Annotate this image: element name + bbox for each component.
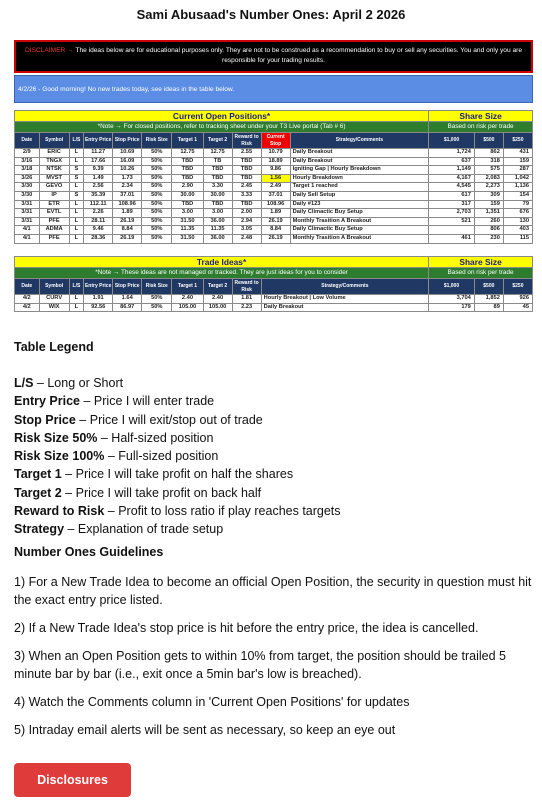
table-cell: 2.23 xyxy=(232,303,261,312)
table-cell: L xyxy=(69,303,84,312)
table-cell: 309 xyxy=(474,191,503,200)
table-cell: 3.00 xyxy=(172,209,203,218)
table-cell: TBD xyxy=(232,157,261,166)
table-cell: 575 xyxy=(474,166,503,175)
column-header: $500 xyxy=(474,279,503,295)
guideline-item: 1) For a New Trade Idea to become an official Open Position, the security in question must hit the exact entry price listed. xyxy=(14,575,532,607)
table-cell: Monthly Trasition A Breakout xyxy=(290,234,429,243)
table-cell: Monthly Trasition A Breakout xyxy=(290,217,429,226)
table-cell: 10.69 xyxy=(113,149,142,158)
table-cell: 2.48 xyxy=(232,234,261,243)
table-cell: 1.91 xyxy=(84,295,113,304)
table-cell: 2.49 xyxy=(261,183,290,192)
table-cell: 17.66 xyxy=(84,157,113,166)
table-cell: TBD xyxy=(172,200,203,209)
table-cell: 50% xyxy=(142,149,172,158)
table-row xyxy=(15,303,533,312)
legend-list xyxy=(14,374,341,539)
table-cell: 2/9 xyxy=(15,149,40,158)
table-cell: 287 xyxy=(503,166,532,175)
table-cell: 617 xyxy=(429,191,475,200)
table-cell: 179 xyxy=(429,303,475,312)
open-positions-title: Current Open Positions* xyxy=(15,111,429,122)
table-cell: PFE xyxy=(39,234,69,243)
table-cell: 806 xyxy=(474,226,503,235)
table-cell: 461 xyxy=(429,234,475,243)
legend-item xyxy=(14,520,341,538)
column-header: Reward to Risk xyxy=(232,279,261,295)
table-cell: 260 xyxy=(474,217,503,226)
table-cell: 92.56 xyxy=(84,303,113,312)
guidelines-list xyxy=(14,573,536,749)
table-cell: Daily Climactic Buy Setup xyxy=(290,209,429,218)
legend-item xyxy=(14,374,341,392)
table-cell: Hourly Breakdown xyxy=(290,174,429,183)
column-header: $500 xyxy=(474,133,503,149)
column-header: Entry Price xyxy=(84,279,113,295)
table-row xyxy=(15,174,533,183)
table-cell: 2.40 xyxy=(203,295,232,304)
table-cell: 11.35 xyxy=(203,226,232,235)
table-cell: NTSK xyxy=(39,166,69,175)
table-cell: 11.35 xyxy=(172,226,203,235)
table-cell: 8.84 xyxy=(261,226,290,235)
table-cell: 86.97 xyxy=(113,303,142,312)
table-cell: 1.56 xyxy=(261,174,290,183)
legend-item xyxy=(14,429,341,447)
guideline-item: 3) When an Open Position gets to within 10% from target, the position should be trailed 5 minute bar by bar (i.e., exit once a 5min bar's low is breached). xyxy=(14,649,506,681)
table-cell: 130 xyxy=(503,217,532,226)
table-cell: 16.09 xyxy=(113,157,142,166)
table-cell: 3,704 xyxy=(429,295,475,304)
table-cell: 431 xyxy=(503,149,532,158)
table-cell: 2.34 xyxy=(113,183,142,192)
table-cell: 9.86 xyxy=(261,166,290,175)
legend-term: Entry Price xyxy=(14,394,81,409)
table-cell: 50% xyxy=(142,191,172,200)
table-cell: 105.00 xyxy=(172,303,203,312)
disclaimer-text: The ideas below are for educational purposes only. They are not to be construed as a recommendation to buy or sell any securities. You and only you are responsible for your trading results. xyxy=(75,47,523,64)
table-cell: 1.81 xyxy=(232,295,261,304)
table-cell: 50% xyxy=(142,174,172,183)
ideas-share-size-title: Share Size xyxy=(429,257,533,268)
column-header: Date xyxy=(15,133,40,149)
table-cell: 521 xyxy=(429,217,475,226)
guidelines-heading: Number Ones Guidelines xyxy=(14,545,164,559)
table-row xyxy=(15,157,533,166)
column-header: $250 xyxy=(503,133,532,149)
legend-desc: – Profit to loss ratio if play reaches targets xyxy=(104,504,341,519)
table-cell: CURV xyxy=(39,295,69,304)
table-cell: 50% xyxy=(142,226,172,235)
table-cell: 1,149 xyxy=(429,166,475,175)
table-cell: L xyxy=(69,295,84,304)
guideline-item: 4) Watch the Comments column in 'Current Open Positions' for updates xyxy=(14,695,410,709)
legend-term: Risk Size 100% xyxy=(14,449,105,464)
table-cell: 317 xyxy=(429,200,475,209)
table-cell: 11.27 xyxy=(84,149,113,158)
table-cell: 26.19 xyxy=(113,234,142,243)
table-cell: 3.33 xyxy=(232,191,261,200)
legend-desc: – Price I will enter trade xyxy=(80,394,215,409)
table-cell: Daily Breakout xyxy=(261,303,428,312)
table-row xyxy=(15,183,533,192)
table-cell: IP xyxy=(39,191,69,200)
column-header: Stop Price xyxy=(113,279,142,295)
table-cell: ADMA xyxy=(39,226,69,235)
column-header: Symbol xyxy=(39,133,69,149)
column-header: Current Stop xyxy=(261,133,290,149)
legend-term: Strategy xyxy=(14,522,65,537)
column-header: Risk Size xyxy=(142,133,172,149)
column-header: Stop Price xyxy=(113,133,142,149)
table-cell: 50% xyxy=(142,295,172,304)
table-cell: PFE xyxy=(39,217,69,226)
table-cell: 108.96 xyxy=(113,200,142,209)
table-cell: 8.84 xyxy=(113,226,142,235)
table-cell: 50% xyxy=(142,234,172,243)
page-title: Sami Abusaad's Number Ones: April 2 2026 xyxy=(136,7,406,22)
table-cell: L xyxy=(69,183,84,192)
table-cell: 3/16 xyxy=(15,157,40,166)
table-cell: 230 xyxy=(474,234,503,243)
table-cell xyxy=(429,226,475,235)
table-cell: 79 xyxy=(503,200,532,209)
table-cell: S xyxy=(69,174,84,183)
table-cell: 2,273 xyxy=(474,183,503,192)
column-header: Target 1 xyxy=(172,133,203,149)
legend-term: Reward to Risk xyxy=(14,504,105,519)
table-cell: 1.64 xyxy=(113,295,142,304)
table-cell: 3.30 xyxy=(203,183,232,192)
table-cell: 115 xyxy=(503,234,532,243)
table-cell: 3/30 xyxy=(15,183,40,192)
table-cell: TBD xyxy=(172,166,203,175)
open-positions-note: *Note → For closed positions, refer to tracking sheet under your T3 Live portal (Tab # 6) xyxy=(15,122,429,133)
table-cell: 1.89 xyxy=(261,209,290,218)
table-cell: 3.05 xyxy=(232,226,261,235)
column-header: $1,000 xyxy=(429,133,475,149)
table-cell: 2.55 xyxy=(232,149,261,158)
table-cell: Daily Sell Setup xyxy=(290,191,429,200)
table-cell: 2.56 xyxy=(84,183,113,192)
table-cell: 3/30 xyxy=(15,191,40,200)
column-header: L/S xyxy=(69,279,84,295)
table-cell: Daily Breakout xyxy=(290,157,429,166)
table-row xyxy=(15,200,533,209)
table-cell: Hourly Breakout | Low Volume xyxy=(261,295,428,304)
trade-ideas-table xyxy=(14,256,533,312)
legend-desc: – Price I will take profit on half the shares xyxy=(61,467,294,482)
legend-item xyxy=(14,447,341,465)
table-cell: 318 xyxy=(474,157,503,166)
table-cell: 45 xyxy=(503,303,532,312)
column-header: Target 2 xyxy=(203,133,232,149)
table-cell: 1,852 xyxy=(474,295,503,304)
table-cell: 403 xyxy=(503,226,532,235)
table-cell: 10.26 xyxy=(113,166,142,175)
table-cell: 3/31 xyxy=(15,217,40,226)
table-cell: 50% xyxy=(142,217,172,226)
table-cell: EVTL xyxy=(39,209,69,218)
table-cell: 50% xyxy=(142,157,172,166)
legend-term: Risk Size 50% xyxy=(14,430,98,445)
legend-desc: – Half-sized position xyxy=(97,430,214,445)
legend-item xyxy=(14,392,341,410)
table-cell: 50% xyxy=(142,166,172,175)
table-cell: 50% xyxy=(142,303,172,312)
trade-ideas-title: Trade Ideas* xyxy=(15,257,429,268)
table-cell: 10.79 xyxy=(261,149,290,158)
disclaimer-label: DISCLAIMER → xyxy=(24,47,74,54)
table-cell: 26.19 xyxy=(261,217,290,226)
table-cell: L xyxy=(69,226,84,235)
table-cell: TBD xyxy=(232,174,261,183)
table-cell: TBD xyxy=(203,174,232,183)
table-cell: 28.36 xyxy=(84,234,113,243)
column-header: L/S xyxy=(69,133,84,149)
table-cell: 3/31 xyxy=(15,209,40,218)
table-cell: 105.00 xyxy=(203,303,232,312)
table-cell: 1.49 xyxy=(84,174,113,183)
table-cell: 89 xyxy=(474,303,503,312)
legend-desc: – Explanation of trade setup xyxy=(64,522,224,537)
table-cell: 108.96 xyxy=(261,200,290,209)
share-size-note: Based on risk per trade xyxy=(429,122,533,133)
table-row xyxy=(15,226,533,235)
column-header: Strategy/Comments xyxy=(261,279,428,295)
legend-term: L/S xyxy=(14,376,34,390)
table-cell: 4/2 xyxy=(15,295,40,304)
table-cell: TBD xyxy=(232,166,261,175)
column-header: Reward to Risk xyxy=(232,133,261,149)
table-cell: 31.50 xyxy=(172,234,203,243)
disclaimer-banner xyxy=(14,40,533,73)
table-cell: 2.90 xyxy=(172,183,203,192)
table-cell: 3/18 xyxy=(15,166,40,175)
table-cell: 2.00 xyxy=(232,209,261,218)
table-cell: 2,083 xyxy=(474,174,503,183)
table-cell: 50% xyxy=(142,183,172,192)
table-cell: 26.19 xyxy=(113,217,142,226)
table-cell: 9.39 xyxy=(84,166,113,175)
table-cell: 2,703 xyxy=(429,209,475,218)
table-cell: Target 1 reached xyxy=(290,183,429,192)
table-cell: WIX xyxy=(39,303,69,312)
table-cell: 37.01 xyxy=(113,191,142,200)
share-size-title: Share Size xyxy=(429,111,533,122)
ideas-share-size-note: Based on risk per trade xyxy=(429,268,533,279)
table-cell: TBD xyxy=(232,200,261,209)
trade-ideas-note: *Note → These ideas are not managed or tracked. They are just ideas for you to consider xyxy=(15,268,429,279)
table-cell: 4/1 xyxy=(15,226,40,235)
table-cell: 2.45 xyxy=(232,183,261,192)
guideline-item: 5) Intraday email alerts will be sent as necessary, so keep an eye out xyxy=(14,723,396,737)
table-row xyxy=(15,166,533,175)
table-cell: 2.26 xyxy=(84,209,113,218)
open-positions-header-row xyxy=(15,133,533,149)
table-cell: TNGX xyxy=(39,157,69,166)
table-row xyxy=(15,217,533,226)
legend-desc: – Long or Short xyxy=(33,376,124,390)
column-header: $250 xyxy=(503,279,532,295)
table-row xyxy=(15,209,533,218)
legend-item xyxy=(14,484,341,502)
table-cell: 926 xyxy=(503,295,532,304)
table-cell: 112.11 xyxy=(84,200,113,209)
table-row xyxy=(15,234,533,243)
table-cell: TBD xyxy=(172,174,203,183)
column-header: Entry Price xyxy=(84,133,113,149)
table-cell: ERIC xyxy=(39,149,69,158)
table-cell: 4/2 xyxy=(15,303,40,312)
table-cell: 31.50 xyxy=(172,217,203,226)
trade-ideas-header-row xyxy=(15,279,533,295)
table-cell: 37.01 xyxy=(261,191,290,200)
column-header: Symbol xyxy=(39,279,69,295)
column-header: Strategy/Comments xyxy=(290,133,429,149)
table-cell: 159 xyxy=(503,157,532,166)
table-cell: Daily Breakout xyxy=(290,149,429,158)
table-cell: 12.75 xyxy=(203,149,232,158)
legend-item xyxy=(14,465,341,483)
table-cell: 35.39 xyxy=(84,191,113,200)
table-cell: L xyxy=(69,217,84,226)
column-header: Target 2 xyxy=(203,279,232,295)
table-cell: TBD xyxy=(172,157,203,166)
table-cell: L xyxy=(69,149,84,158)
table-cell: GEVO xyxy=(39,183,69,192)
table-cell: 12.75 xyxy=(172,149,203,158)
table-cell: 1,724 xyxy=(429,149,475,158)
table-cell: 637 xyxy=(429,157,475,166)
table-cell: 2.40 xyxy=(172,295,203,304)
table-cell: 4,545 xyxy=(429,183,475,192)
table-cell: 1,042 xyxy=(503,174,532,183)
table-cell: L xyxy=(69,157,84,166)
table-cell: L xyxy=(69,200,84,209)
guideline-item: 2) If a New Trade Idea's stop price is hit before the entry price, the idea is cancelled. xyxy=(14,621,479,635)
legend-term: Target 2 xyxy=(14,485,62,500)
table-cell: S xyxy=(69,166,84,175)
column-header: Risk Size xyxy=(142,279,172,295)
table-cell: 1.89 xyxy=(113,209,142,218)
table-cell: 26.19 xyxy=(261,234,290,243)
table-row xyxy=(15,191,533,200)
daily-notice: 4/2/26 - Good morning! No new trades today, see ideas in the table below. xyxy=(14,75,533,103)
column-header: Date xyxy=(15,279,40,295)
table-cell: 1.73 xyxy=(113,174,142,183)
table-cell: 3/26 xyxy=(15,174,40,183)
table-cell: 36.00 xyxy=(203,234,232,243)
legend-item xyxy=(14,411,341,429)
legend-term: Target 1 xyxy=(14,467,62,482)
table-cell: 1,136 xyxy=(503,183,532,192)
legend-desc: – Price I will exit/stop out of trade xyxy=(75,412,263,427)
legend-item xyxy=(14,502,341,520)
column-header: Target 1 xyxy=(172,279,203,295)
column-header: $1,000 xyxy=(429,279,475,295)
open-positions-table xyxy=(14,110,533,244)
table-cell: 154 xyxy=(503,191,532,200)
table-cell: ETR xyxy=(39,200,69,209)
table-cell: 3.00 xyxy=(203,209,232,218)
table-cell: TBD xyxy=(203,166,232,175)
legend-desc: – Full-sized position xyxy=(104,449,219,464)
table-cell: 36.00 xyxy=(203,217,232,226)
table-cell: 30.00 xyxy=(172,191,203,200)
table-cell: TB xyxy=(203,157,232,166)
table-cell: Igniting Gap | Hourly Breakdown xyxy=(290,166,429,175)
table-cell: 18.89 xyxy=(261,157,290,166)
table-cell: MVST xyxy=(39,174,69,183)
table-cell: 862 xyxy=(474,149,503,158)
table-cell: TBD xyxy=(203,200,232,209)
table-cell: 30.00 xyxy=(203,191,232,200)
table-cell: 2.94 xyxy=(232,217,261,226)
table-cell: 4,167 xyxy=(429,174,475,183)
table-cell: 3/31 xyxy=(15,200,40,209)
table-cell: Daily Climactic Buy Setup xyxy=(290,226,429,235)
table-cell: 50% xyxy=(142,200,172,209)
table-cell: 9.46 xyxy=(84,226,113,235)
table-cell: 159 xyxy=(474,200,503,209)
table-cell: 28.11 xyxy=(84,217,113,226)
legend-term: Stop Price xyxy=(14,412,76,427)
disclosures-button[interactable]: Disclosures xyxy=(14,763,131,797)
table-cell: S xyxy=(69,191,84,200)
table-cell: L xyxy=(69,209,84,218)
table-row xyxy=(15,149,533,158)
table-cell: 676 xyxy=(503,209,532,218)
table-cell: 50% xyxy=(142,209,172,218)
table-cell: Daily #123 xyxy=(290,200,429,209)
legend-heading: Table Legend xyxy=(14,340,94,354)
table-cell: 1,351 xyxy=(474,209,503,218)
table-cell: 4/1 xyxy=(15,234,40,243)
table-cell: L xyxy=(69,234,84,243)
table-row xyxy=(15,295,533,304)
legend-desc: – Price I will take profit on back half xyxy=(61,485,262,500)
